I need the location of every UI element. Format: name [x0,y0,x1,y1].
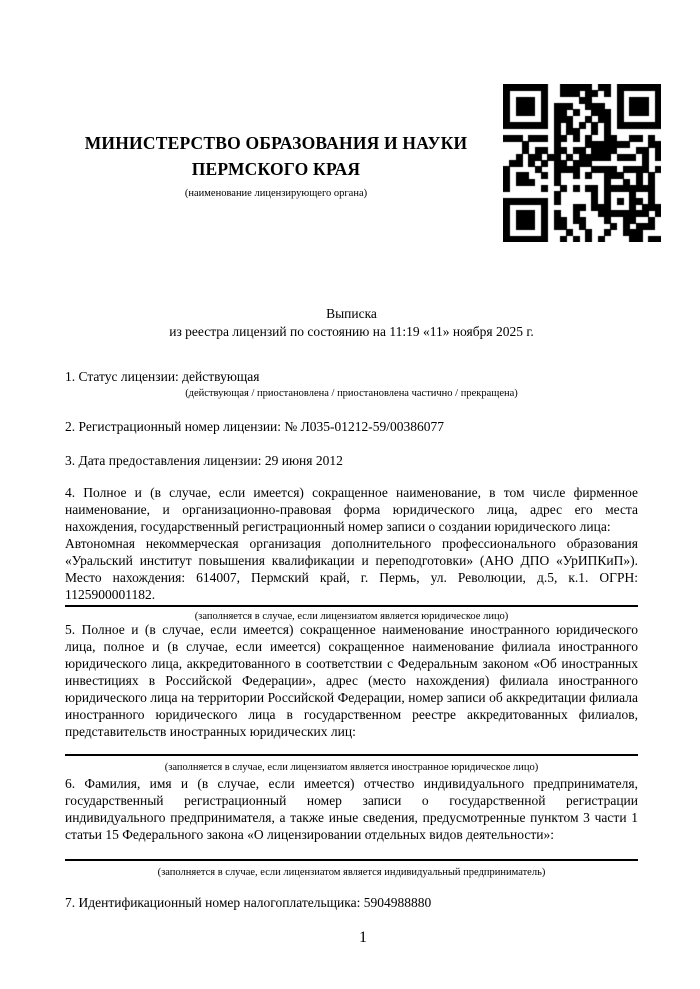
page-number: 1 [359,929,367,946]
item-individual-entrepreneur-text: 6. Фамилия, имя и (в случае, если имеется) отчество индивидуального предпринимателя, государственный регистрационный номер записи о государственной регистрации индивидуального предпринимателя, а также иные сведения, предусмотренные пунктом 3 части 1 статьи 15 Федерального закона «О лицензировании отдельных видов деятельности»: [65,776,638,842]
item-individual-entrepreneur-note: (заполняется в случае, если лицензиатом является индивидуальный предприниматель) [157,867,546,878]
item-taxpayer-id-text: 7. Идентификационный номер налогоплательщика: 5904988880 [65,895,432,910]
item-taxpayer-id [65,894,638,911]
fill-in-line [65,859,638,861]
item-legal-entity-text: 4. Полное и (в случае, если имеется) сокращенное наименование, в том числе фирменное наименование, и организационно-правовая форма юридического лица, адрес его места нахождения, государственный регистрационный номер записи о создании юридического лица: [65,485,638,534]
item-registration-number [65,418,638,435]
ministry-name-line1: МИНИСТЕРСТВО ОБРАЗОВАНИЯ И НАУКИ [84,133,468,153]
item-foreign-entity-text: 5. Полное и (в случае, если имеется) сокращенное наименование иностранного юридического лица, полное и (в случае, если имеется) сокращенное наименование филиала иностранного юридического лица, аккредитованного в соответствии с Федеральным законом «Об иностранных инвестициях в Российской Федерации», адрес (место нахождения) филиала иностранного юридического лица на территории Российской Федерации, номер записи об аккредитации филиала иностранного юридического лица в государственном реестре аккредитованных филиалов, представительств иностранных юридических лиц: [65,622,638,739]
item-foreign-entity [65,621,638,774]
item-legal-entity-value: Автономная некоммерческая организация дополнительного профессионального образования «Уральский институт повышения квалификации и переподготовки» (АНО ДПО «УрИПКиП»). Место нахождения: 614007, Пермский край, г. Пермь, ул. Революции, д.5, к.1. ОГРН: 1125900001182. [65,536,638,602]
item-legal-entity-note: (заполняется в случае, если лицензиатом является юридическое лицо) [194,611,509,622]
fill-in-line [65,754,638,756]
item-license-date-text: 3. Дата предоставления лицензии: 29 июня 2012 [65,453,343,468]
ministry-name-line2: ПЕРМСКОГО КРАЯ [191,159,361,179]
qr-code-icon [503,84,661,242]
document-title-line2: из реестра лицензий по состоянию на 11:19 «11» ноября 2025 г. [169,324,534,339]
item-license-date [65,452,638,469]
licensing-authority-header [58,130,494,200]
item-license-status [65,368,638,400]
fill-in-line [65,605,638,607]
ministry-caption: (наименование лицензирующего органа) [184,188,368,199]
item-license-status-note: (действующая / приостановлена / приостановлена частично / прекращена) [185,388,518,399]
item-individual-entrepreneur [65,775,638,879]
item-license-status-text: 1. Статус лицензии: действующая [65,369,260,384]
item-foreign-entity-note: (заполняется в случае, если лицензиатом является иностранное юридическое лицо) [164,762,539,773]
document-title [65,305,638,341]
document-title-line1: Выписка [326,306,377,321]
item-legal-entity [65,484,638,623]
item-registration-number-text: 2. Регистрационный номер лицензии: № Л035-01212-59/00386077 [65,419,445,434]
